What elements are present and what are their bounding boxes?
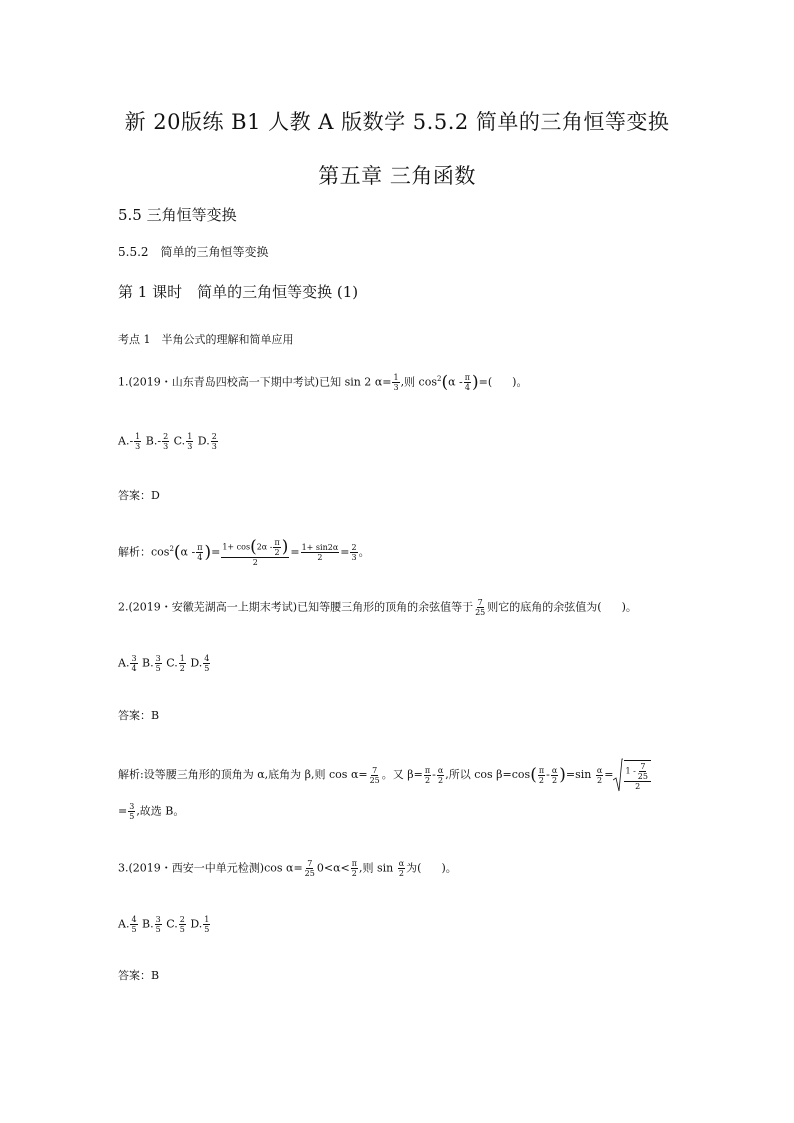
q2-stem: 2.(2019・安徽芜湖高一上期末考试)已知等腰三角形的顶角的余弦值等于 [118, 600, 474, 614]
q1-fraction: $\frac{1}{3}$ [393, 373, 399, 393]
q2-solution-cont: = $\frac{3}{5}$ ,故选 B。 [118, 802, 185, 821]
q2-option-a: A. [118, 656, 130, 670]
q3-answer: 答案：B [118, 969, 160, 982]
question-3: 3.(2019・西安一中单元检测)cos α= $\frac{7}{25}$ 0<α< $\frac{\pi}{2}$ ,则 sin $\frac{\alpha}{2}$ 为( )。 [118, 859, 457, 878]
q3-stem: 3.(2019・西安一中单元检测)cos [118, 861, 283, 875]
q3-option-d: D. [190, 917, 203, 931]
q1-solution: 解析：$\cos^2(\alpha$ - $\frac{\pi}{4}$ )= 1+ cos(2α - $\frac{\pi}{2}$ ) 2 = $\frac{1+ \sin 2\alpha}{2}$ = $\frac{2}{3}$ 。 [118, 537, 370, 567]
q2-option-c: C. [166, 656, 178, 670]
q2-answer: 答案：B [118, 709, 160, 722]
question-2: 2.(2019・安徽芜湖高一上期末考试)已知等腰三角形的顶角的余弦值等于 $\frac{7}{25}$ 则它的底角的余弦值为( )。 [118, 598, 637, 617]
q1-stem: 1.(2019・山东青岛四校高一下期中考试)已知 sin 2 [118, 375, 372, 389]
q3-options: A. $\frac{4}{5}$ B. $\frac{3}{5}$ C. $\frac{2}{5}$ D. $\frac{1}{5}$ [118, 915, 210, 934]
q1-option-c: C. [173, 434, 186, 448]
q2-option-d: D. [190, 656, 203, 670]
q1-solution-fraction: 1+ cos(2α - $\frac{\pi}{2}$ ) 2 [222, 537, 289, 567]
q1-option-d: D. [197, 434, 210, 448]
q2-option-b: B. [142, 656, 154, 670]
lesson-heading: 第 1 课时 简单的三角恒等变换 (1) [118, 283, 359, 301]
q1-option-b: B.- [145, 434, 162, 448]
section-heading-5-5-2: 5.5.2 简单的三角恒等变换 [118, 245, 269, 259]
q2-solution: 解析:设等腰三角形的顶角为 α,底角为 β,则 cos α= $\frac{7}{25}$ 。又 β= $\frac{\pi}{2}$ - $\frac{\alpha}{2}$ ,所以 cos β=cos( $\frac{\pi}{2}$ - $\frac{\alpha}{2}$ )=sin $\frac{\alpha}{2}$ = 1 - $\frac{7}{25}$ 2 [118, 758, 652, 792]
q2-sqrt: 1 - $\frac{7}{25}$ 2 [613, 758, 652, 792]
topic-heading: 考点 1 半角公式的理解和简单应用 [118, 333, 294, 346]
q1-option-a: A.- [118, 434, 134, 448]
q1-answer: 答案：D [118, 489, 160, 502]
q3-option-c: C. [166, 917, 178, 931]
chapter-title: 第五章 三角函数 [318, 164, 476, 188]
q3-option-a: A. [118, 917, 130, 931]
section-heading-5-5: 5.5 三角恒等变换 [118, 206, 237, 224]
document-title: 新 20版练 B1 人教 A 版数学 5.5.2 简单的三角恒等变换 [124, 110, 670, 134]
q1-options: A.- $\frac{1}{3}$ B.- $\frac{2}{3}$ C. $\frac{1}{3}$ D. $\frac{2}{3}$ [118, 432, 217, 451]
q2-options: A. $\frac{3}{4}$ B. $\frac{3}{5}$ C. $\frac{1}{2}$ D. $\frac{4}{5}$ [118, 654, 210, 673]
q3-option-b: B. [142, 917, 154, 931]
q1-alpha: α [374, 375, 383, 389]
question-1: 1.(2019・山东青岛四校高一下期中考试)已知 sin 2 α= $\frac{1}{3}$ ,则 $\cos^2(\alpha$ - $\frac{\pi}{4}$ )=( )。 [118, 372, 528, 393]
